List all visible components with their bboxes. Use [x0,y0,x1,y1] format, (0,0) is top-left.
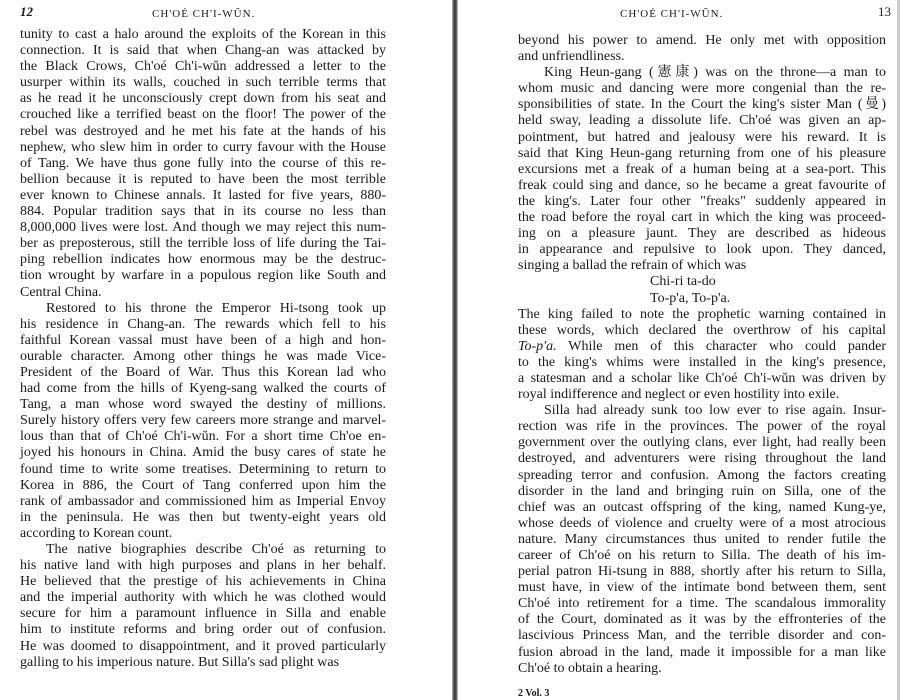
text-line: ever known to Chinese annals. It lasted for five years, 880- [20,187,386,203]
text-line: singing a ballad the refrain of which was [518,258,747,274]
page-number: 12 [20,4,33,19]
text-line: connection. It is said that when Chang-an was attacked by [20,43,386,59]
text-line: rank of ambassador and commissioned him as Imperial Envoy [20,493,386,509]
text-line: government over the outlying clans, ever light, had really been [518,435,886,451]
text-line: The king failed to note the prophetic warning contained in [518,306,886,322]
text-line: Ch'oé into retirement for a time. The scandalous immorality [518,596,886,612]
signature-mark: 2 Vol. 3 [518,688,550,699]
text-line: The native biographies describe Ch'oé as returning to [46,542,386,557]
text-line: Tang, a man whose word swayed the destiny of millions. [20,397,386,413]
text-line: of Tang. We have thus gone fully into the course of this re- [20,155,386,171]
text-line: career of Ch'oé on his return to Silla. The death of his im- [518,548,886,563]
text-line: him to institute reforms and bring order out of confusion. [20,622,386,638]
text-line: of the Court, dominated as it was by the effronteries of the [518,612,886,628]
text-line: nephew, who slew him in order to curry favour with the House [20,139,386,155]
text-line: Central China. [20,284,102,300]
text-line: lous than that of Ch'oé Ch'i-wŭn. For a short time Ch'oe en- [20,429,386,445]
page-body-text [518,33,886,677]
text-line: ing on a pleasure jaunt. They are described as hideous [518,226,886,242]
text-line: tunity to cast a halo around the exploits of the Korean in this [20,27,386,42]
text-line: freak could sing and dance, so he became a great favourite of [518,177,886,193]
text-line: ping rebellion indicates how enormous may be the destruc- [20,252,386,268]
text-line: Silla had already sunk too low ever to rise again. Insur- [544,403,886,419]
text-line: said that King Heun-gang returning from one of his pleasure [518,145,886,161]
text-line: destroyed, and adventurers were rising throughout the land [518,451,886,467]
text-line: lascivious Princess Man, and the terrible disorder and con- [518,628,886,644]
text-line: royal indifference and neglect or even hostility into exile. [518,387,840,403]
text-line: fusion abroad in the land, made it impossible for a man like [518,644,886,660]
text-line: faithful Korean vassal must have been of a high and hon- [20,332,386,348]
text-line: to the king's whims were installed in the king's presence, [518,354,886,370]
text-line: sponsibilities of state. In the Court the king's sister Man (曼) [518,97,886,113]
text-line: in appearance and repulsive to look upon. They danced, [518,242,886,258]
text-line: must have, in view of the intimate bond between them, sent [518,580,886,596]
text-line: usurper within its walls, couched in such terrible terms that [20,75,386,91]
text-line: disorder in the land and bringing ruin on Silla, one of the [518,483,886,499]
text-line: He was doomed to disappointment, and it proved particularly [20,638,386,654]
text-line: rebel was destroyed and he met his fate at the hands of his [20,123,386,139]
text-line: in the peninsula. He was then but twenty-eight years old [20,509,386,525]
text-line: rection was rife in the provinces. The power of the royal [518,419,886,435]
text-line: Surely history offers very few careers more strange and marvel- [20,413,386,429]
text-line: perial patron Hi-tsung in 888, shortly after his return to Silla, [518,564,886,580]
text-line: pointment, but hatred and jealousy were his reward. It is [518,129,886,145]
text-line: found time to write some treatises. Determining to return to [20,461,386,477]
text-line: secure for him a paramount influence in Silla and enable [20,606,386,622]
page-number: 13 [878,4,891,19]
text-line: He believed that the prestige of his achievements in China [20,574,386,590]
text-line: whom music and dancing were more congenial than the re- [518,81,886,97]
text-line: a statesman and a scholar like Ch'oé Ch'i-wŭn was driven by [518,370,886,386]
text-line: 884. Popular tradition says that in its course no less than [20,204,386,220]
text-line: his native land with high purposes and plans in her behalf. [20,558,386,574]
text-line: nature. Many circumstances thus united to render futile the [518,531,886,547]
text-line: and the imperial authority with which he was clothed would [20,590,386,606]
text-line: whose deeds of violence and cruelty were of a most atrocious [518,515,886,531]
text-line: King Heun-gang (憲康) was on the throne—a man to [544,65,886,81]
text-line: crouched like a terrified beast on the floor! The power of the [20,107,386,123]
text-line: these words, which declared the overthrow of his capital [518,322,886,338]
text-line: according to Korean count. [20,525,173,541]
text-line: the king's. Later four other "freaks" suddenly appeared in [518,193,886,209]
text-line: bellion because it is reputed to have been the most terrible [20,171,386,187]
text-line: excursions met a freak of a human being at a sea-port. This [518,161,886,177]
running-head: CH'OÉ CH'I-WŬN. [620,8,724,20]
text-line: Ch'oé to obtain a hearing. [518,660,662,676]
text-line: ber as preposterous, still the terrible loss of life during the Tai- [20,236,386,252]
text-line: spreading terror and confusion. Among the factors creating [518,467,886,483]
text-line: chief was an outcast offspring of the king, named Kung-ye, [518,499,886,515]
text-line: had come from the hills of Kyeng-sang walked the courts of [20,381,386,397]
text-line: his residence in Chang-an. The rewards which fell to his [20,316,386,332]
text-line: To-p'a. While men of this character who could pander [518,338,886,354]
text-line: ourable character. Among other things he was made Vice- [20,348,386,364]
page-body-text [20,27,386,671]
text-line: joyed his honours in China. Amid the busy cares of state he [20,445,386,461]
text-line: Restored to his throne the Emperor Hi-tsong took up [46,300,386,316]
running-head: CH'OÉ CH'I-WŬN. [152,8,256,20]
text-line: the road before the royal cart in which the king was proceed- [518,210,886,226]
text-line: as he read it he unconsciously crept down from his seat and [20,91,386,107]
right-page [458,0,900,700]
text-line: beyond his power to amend. He only met with opposition [518,33,886,48]
text-line: the Black Crows, Ch'oé Ch'i-wŭn addressed a letter to the [20,59,386,75]
text-line: galling to his imperious nature. But Silla's sad plight was [20,654,340,670]
text-line: held sway, leading a dissolute life. Ch'oé was given an ap- [518,113,886,129]
text-line: tion wrought by warfare in a populous region like South and [20,268,386,284]
text-line: Korea in 886, the Court of Tang conferred upon him the [20,477,386,493]
text-line: President of the Board of War. Thus this Korean lad who [20,364,386,380]
text-line: Chi-ri ta-do [650,274,716,290]
text-line: To-p'a, To-p'a. [650,290,731,306]
text-line: 8,000,000 lives were lost. And though we may reject this num- [20,220,386,236]
text-line: and unfriendliness. [518,49,625,65]
